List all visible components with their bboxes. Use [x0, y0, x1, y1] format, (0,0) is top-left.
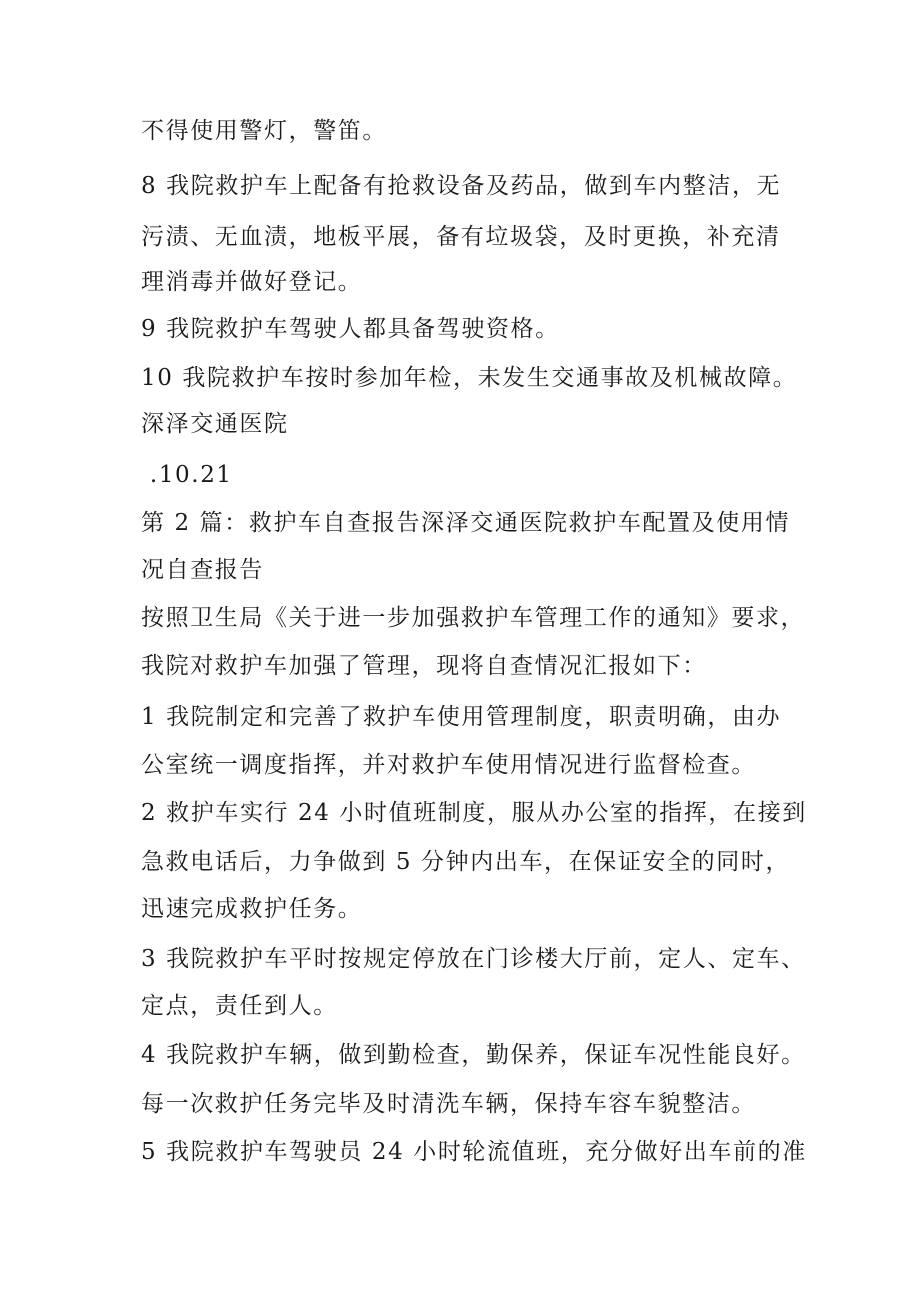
text-line-18: 3 我院救护车平时按规定停放在门诊楼大厅前，定人、定车、 — [141, 946, 806, 972]
text-line-20: 4 我院救护车辆，做到勤检查，勤保养，保证车况性能良好。 — [141, 1042, 806, 1068]
text-line-12: 我院对救护车加强了管理，现将自查情况汇报如下： — [141, 653, 707, 679]
text-line-16: 急救电话后，力争做到 5 分钟内出车，在保证安全的同时， — [141, 849, 791, 875]
text-line-22: 5 我院救护车驾驶员 24 小时轮流值班，充分做好出车前的准 — [141, 1139, 807, 1165]
text-line-15: 2 救护车实行 24 小时值班制度，服从办公室的指挥，在接到 — [141, 800, 807, 826]
text-line-17: 迅速完成救护任务。 — [141, 896, 363, 922]
text-line-2: 8 我院救护车上配备有抢救设备及药品，做到车内整洁，无 — [141, 173, 782, 199]
text-line-21: 每一次救护任务完毕及时清洗车辆，保持车容车貌整洁。 — [141, 1091, 756, 1117]
text-line-13: 1 我院制定和完善了救护车使用管理制度，职责明确，由办 — [141, 704, 782, 730]
text-line-9-section-title: 第 2 篇：救护车自查报告深泽交通医院救护车配置及使用情 — [141, 510, 791, 536]
text-line-8-date: .10.21 — [141, 462, 233, 488]
text-line-3: 污渍、无血渍，地板平展，备有垃圾袋，及时更换，补充清 — [141, 224, 781, 250]
text-line-19: 定点，责任到人。 — [141, 993, 338, 1019]
text-line-6: 10 我院救护车按时参加年检，未发生交通事故及机械故障。 — [141, 365, 798, 391]
text-line-11: 按照卫生局《关于进一步加强救护车管理工作的通知》要求， — [141, 605, 806, 631]
text-line-5: 9 我院救护车驾驶人都具备驾驶资格。 — [141, 316, 560, 342]
text-line-1: 不得使用警灯，警笛。 — [141, 118, 387, 144]
text-line-4: 理消毒并做好登记。 — [141, 269, 363, 295]
text-line-14: 公室统一调度指挥，并对救护车使用情况进行监督检查。 — [141, 752, 756, 778]
text-line-7: 深泽交通医院 — [141, 411, 289, 437]
text-line-10-section-title: 况自查报告 — [141, 557, 264, 583]
